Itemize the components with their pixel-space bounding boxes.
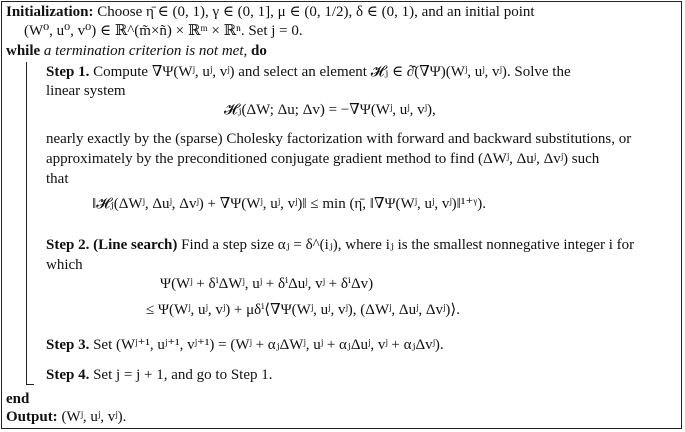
step1-equation-1 bbox=[224, 100, 436, 120]
step1-text-1: Compute ∇Ψ(Wʲ, uʲ, vʲ) and select an element 𝓗ⱼ ∈ ∂̂(∇Ψ)(Wʲ, uʲ, vʲ). Solve the bbox=[93, 64, 571, 80]
step4-text: Set j = j + 1, and go to Step 1. bbox=[93, 367, 273, 383]
step1-line-5 bbox=[46, 170, 69, 188]
step1-line-3 bbox=[46, 130, 631, 148]
step1-line-4 bbox=[46, 150, 599, 168]
step1-text-4: approximately by the preconditioned conjugate gradient method to find (ΔWʲ, Δuʲ, Δvʲ) such bbox=[46, 151, 600, 167]
output-label: Output: bbox=[6, 409, 58, 425]
step2-equation-1 bbox=[160, 274, 373, 294]
step2-eq-1: Ψ(Wʲ + δⁱΔWʲ, uʲ + δⁱΔuʲ, vʲ + δⁱΔv) bbox=[160, 276, 374, 292]
step3-label: Step 3. bbox=[46, 337, 90, 353]
step1-text-5: that bbox=[46, 171, 69, 187]
init-text-1: Choose η̄ ∈ (0, 1), γ ∈ (0, 1], μ ∈ (0, 1/2), δ ∈ (0, 1), and an initial point bbox=[97, 4, 535, 20]
step1-line-2 bbox=[46, 82, 126, 100]
step1-equation-2 bbox=[92, 194, 486, 214]
loop-indent-rule bbox=[26, 62, 27, 384]
step2-text-1: Find a step size αⱼ = δ^(iⱼ), where iⱼ is the smallest nonnegative integer i for bbox=[181, 237, 635, 253]
step2-label: Step 2. bbox=[46, 237, 90, 253]
while-keyword: while bbox=[6, 43, 41, 59]
output-line bbox=[6, 408, 126, 426]
step1-line-1 bbox=[46, 63, 571, 81]
step2-line-1 bbox=[46, 236, 634, 254]
end-line bbox=[6, 390, 29, 408]
step2-line-2 bbox=[46, 256, 83, 274]
step2-eq-2: ≤ Ψ(Wʲ, uʲ, vʲ) + μδⁱ⟨∇Ψ(Wʲ, uʲ, vʲ), (ΔWʲ, Δuʲ, Δvʲ)⟩. bbox=[146, 302, 460, 318]
init-text-2: (W⁰, u⁰, v⁰) ∈ ℝ^(m̃×ñ) × ℝᵐ × ℝⁿ. Set j = 0. bbox=[24, 23, 303, 39]
step2-sublabel: (Line search) bbox=[93, 237, 178, 253]
step1-label: Step 1. bbox=[46, 64, 90, 80]
init-label: Initialization: bbox=[6, 4, 94, 20]
end-keyword: end bbox=[6, 391, 30, 407]
while-line bbox=[6, 42, 267, 60]
step3-text: Set (Wʲ⁺¹, uʲ⁺¹, vʲ⁺¹) = (Wʲ + αⱼΔWʲ, uʲ + αⱼΔuʲ, vʲ + αⱼΔvʲ). bbox=[93, 337, 444, 353]
while-condition: a termination criterion is not met, bbox=[43, 43, 248, 59]
step1-eq-1: 𝓗ⱼ(ΔW; Δu; Δv) = −∇Ψ(Wʲ, uʲ, vʲ), bbox=[224, 102, 436, 118]
step1-text-3: nearly exactly by the (sparse) Cholesky factorization with forward and backward substitutions, or bbox=[46, 131, 632, 147]
output-text: (Wʲ, uʲ, vʲ). bbox=[61, 409, 127, 425]
step1-text-2: linear system bbox=[46, 83, 126, 99]
init-line-1 bbox=[6, 3, 535, 21]
step2-equation-2 bbox=[146, 300, 460, 320]
step4-label: Step 4. bbox=[46, 367, 90, 383]
step1-eq-2: ‖𝓗ⱼ(ΔWʲ, Δuʲ, Δvʲ) + ∇Ψ(Wʲ, uʲ, vʲ)‖ ≤ min (η̄, ‖∇Ψ(Wʲ, uʲ, vʲ)‖¹⁺ᵞ). bbox=[92, 196, 487, 212]
step4-line bbox=[46, 366, 273, 384]
step3-line bbox=[46, 336, 444, 354]
step2-text-2: which bbox=[46, 257, 83, 273]
do-keyword: do bbox=[251, 43, 267, 59]
init-line-2 bbox=[24, 22, 303, 40]
loop-indent-foot bbox=[26, 384, 34, 385]
